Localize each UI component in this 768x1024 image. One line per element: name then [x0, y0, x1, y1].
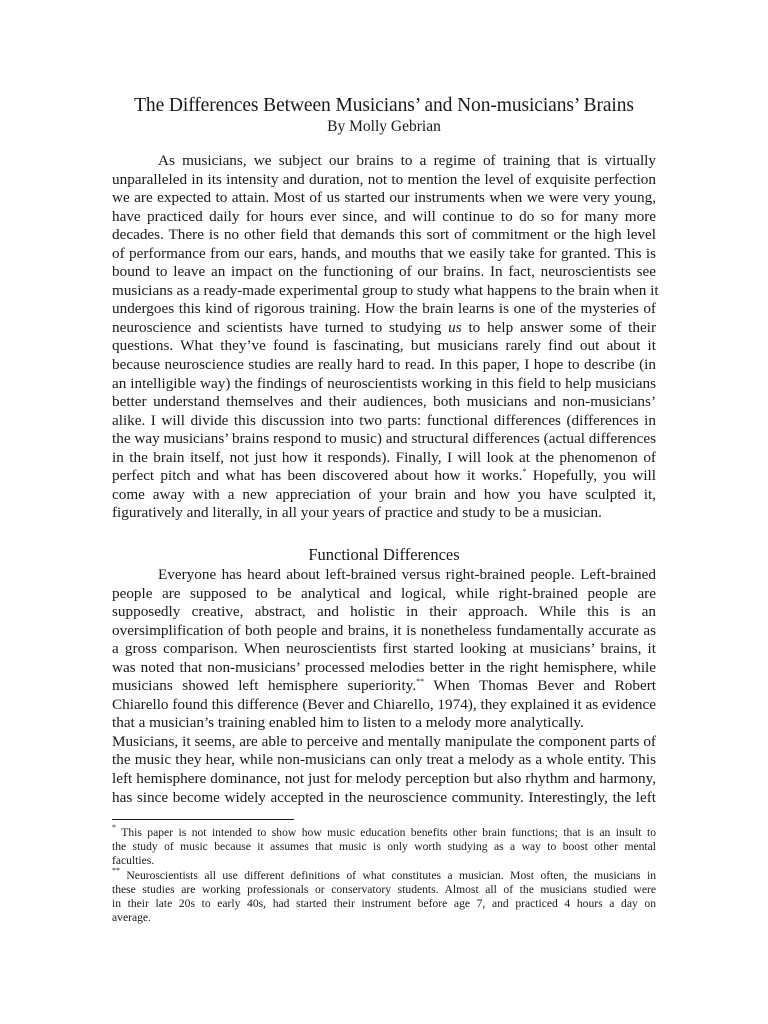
- text-line: because neuroscience studies are really hard to read. In this paper, I hope to describe (in: [112, 356, 656, 374]
- footnote-line: the study of music because it assumes that music is only worth studying as a way to boost other mental: [112, 840, 656, 854]
- footnotes: [112, 823, 656, 925]
- footnote-line: these studies are working professionals or conservatory students. Almost all of the musicians studied were: [112, 882, 656, 896]
- text-line: left hemisphere dominance, not just for melody perception but also rhythm and harmony,: [112, 770, 656, 788]
- emphasis-text: us: [448, 318, 462, 336]
- footnote-marker: *: [522, 467, 527, 477]
- text-line: undergoes this kind of rigorous training. How the brain learns is one of the mysteries of: [112, 300, 656, 318]
- text-line: [112, 677, 656, 696]
- footnote-line: [112, 823, 656, 840]
- text-segment: Neuroscientists all use different definitions of what constitutes a musician. Most often, the musicians in: [120, 868, 656, 882]
- text-line: that a musician’s training enabled him to listen to a melody more analytically.: [112, 714, 584, 732]
- text-line: the way musicians’ brains respond to music) and structural differences (actual differences: [112, 430, 656, 448]
- text-line: a gross comparison. When neuroscientists first started looking at musicians’ brains, it: [112, 640, 656, 658]
- text-line: Musicians, it seems, are able to perceive and mentally manipulate the component parts of: [112, 732, 656, 750]
- text-line: unparalleled in its intensity and duration, not to mention the level of exquisite perfection: [112, 170, 656, 188]
- text-line: people are supposed to be analytical and logical, while right-brained people are: [112, 584, 656, 602]
- text-line: of performance from our ears, hands, and mouths that we easily take for granted. This is: [112, 244, 656, 262]
- text-line: bound to leave an impact on the functioning of our brains. In fact, neuroscientists see: [112, 263, 656, 281]
- text-segment: musicians showed left hemisphere superiority.: [112, 677, 417, 695]
- text-line: Everyone has heard about left-brained versus right-brained people. Left-brained: [158, 566, 656, 583]
- text-line: in the brain itself, not just how it responds). Finally, I will look at the phenomenon of: [112, 448, 656, 466]
- text-line: [112, 319, 656, 338]
- text-line: the music they hear, while non-musicians can only treat a melody as a whole entity. This: [112, 751, 656, 769]
- text-segment: Hopefully, you will: [526, 467, 656, 485]
- text-line: come away with a new appreciation of your brain and how you have sculpted it,: [112, 485, 656, 503]
- text-line: has since become widely accepted in the neuroscience community. Interestingly, the left: [112, 788, 656, 806]
- text-segment: This paper is not intended to show how music education benefits other brain functions; that is an insult to: [116, 826, 656, 839]
- text-line: Chiarello found this difference (Bever and Chiarello, 1974), they explained it as evidence: [112, 695, 656, 713]
- footnote-line: in their late 20s to early 40s, had started their instrument before age 7, and practiced 4 hours a day on: [112, 897, 656, 911]
- footnote-line: [112, 865, 656, 883]
- footnote-marker: **: [112, 865, 120, 875]
- text-line: questions. What they’ve found is fascinating, but musicians rarely find out about it: [112, 337, 656, 355]
- text-line: [112, 467, 656, 486]
- text-line: an intelligible way) the findings of neuroscientists working in this field to help musicians: [112, 374, 656, 392]
- text-line: have practiced daily for hours ever since, and will continue to do so for many more: [112, 207, 656, 225]
- text-line: was noted that non-musicians’ processed melodies better in the right hemisphere, while: [112, 658, 656, 676]
- section-heading: Functional Differences: [308, 545, 460, 564]
- text-line: we are expected to attain. Most of us started our instruments when we were very young,: [112, 189, 656, 207]
- document-title: The Differences Between Musicians’ and Non-musicians’ Brains: [134, 95, 634, 116]
- text-segment: When Thomas Bever and Robert: [424, 677, 657, 695]
- functional-paragraph: [112, 566, 656, 807]
- text-line: figuratively and literally, in all your years of practice and study to be a musician.: [112, 504, 602, 522]
- text-line: alike. I will divide this discussion into two parts: functional differences (differences in: [112, 411, 656, 429]
- text-line: musicians as a ready-made experimental group to study what happens to the brain when it: [112, 281, 659, 299]
- footnote-divider: [112, 819, 294, 820]
- footnote-marker: **: [416, 677, 425, 687]
- author-byline: By Molly Gebrian: [327, 118, 441, 135]
- text-segment: to help answer some of their: [461, 318, 657, 336]
- intro-paragraph: [112, 152, 659, 523]
- text-segment: perfect pitch and what has been discovered about how it works.: [112, 467, 523, 485]
- footnote-line: faculties.: [112, 854, 155, 868]
- text-line: better understand themselves and their audiences, both musicians and non-musicians’: [112, 393, 656, 411]
- text-segment: neuroscience and scientists have turned to studying: [112, 318, 449, 336]
- text-line: oversimplification of both people and brains, it is nonetheless fundamentally accurate as: [112, 621, 656, 639]
- text-line: As musicians, we subject our brains to a regime of training that is virtually: [158, 152, 656, 169]
- footnote-marker: *: [112, 823, 116, 832]
- text-line: decades. There is no other field that demands this sort of commitment or the high level: [112, 226, 656, 244]
- footnote-line: average.: [112, 911, 151, 925]
- text-line: supposedly creative, abstract, and holistic in their approach. While this is an: [112, 603, 656, 621]
